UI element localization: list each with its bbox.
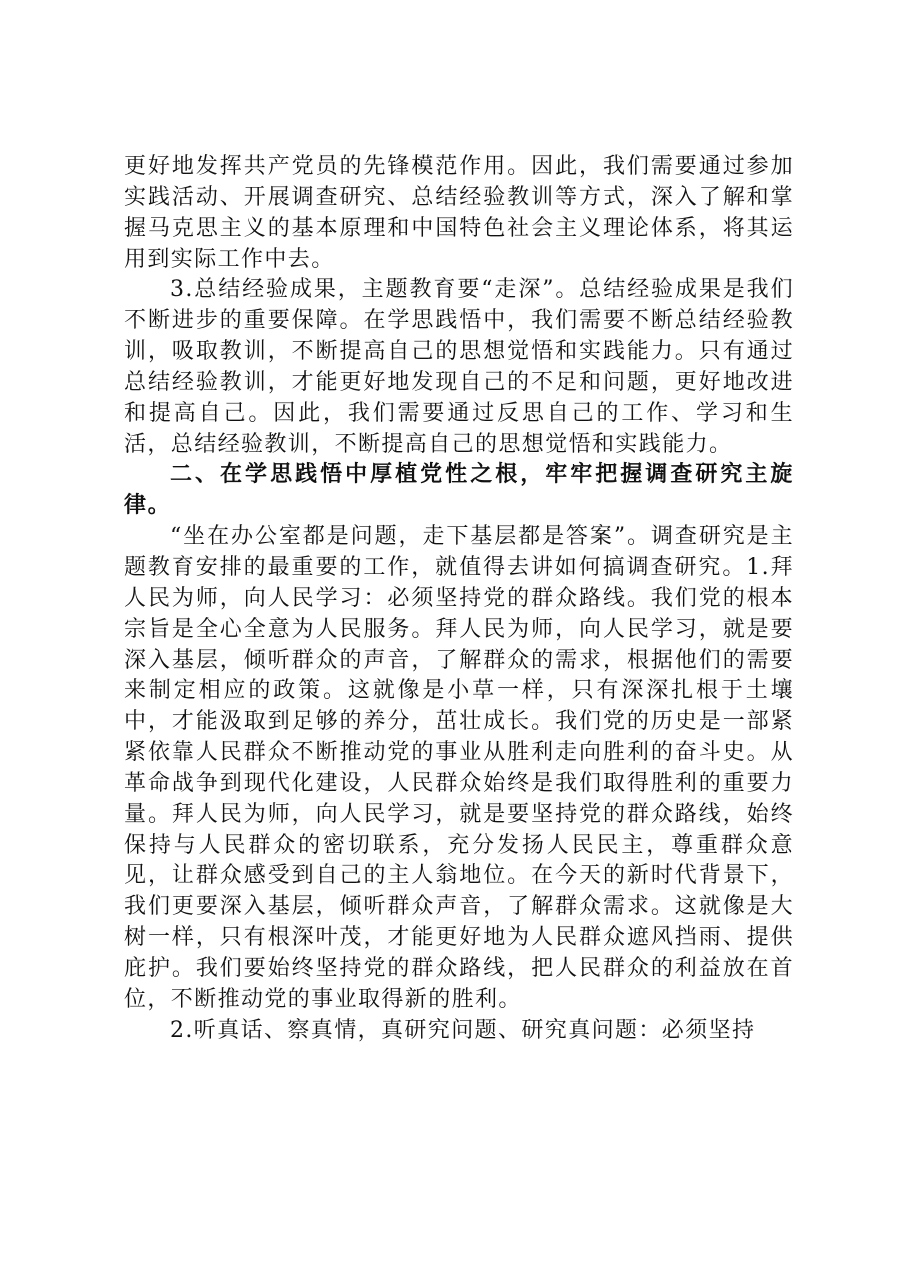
paragraph-summarize-experience: 3.总结经验成果，主题教育要“走深”。总结经验成果是我们不断进步的重要保障。在学思践悟中，我们需要不断总结经验教训，吸取教训，不断提高自己的思想觉悟和实践能力。只有通过总结经验教训，才能更好地发现自己的不足和问题，更好地改进和提高自己。因此，我们需要通过反思自己的工作、学习和生活，总结经验教训，不断提高自己的思想觉悟和实践能力。 bbox=[124, 277, 794, 457]
paragraph-investigation-research: “坐在办公室都是问题，走下基层都是答案”。调查研究是主题教育安排的最重要的工作，就值得去讲如何搞调查研究。1.拜人民为师，向人民学习：必须坚持党的群众路线。我们党的根本宗旨是全心全意为人民服务。拜人民为师，向人民学习，就是要深入基层，倾听群众的声音，了解群众的需求，根据他们的需要来制定相应的政策。这就像是小草一样，只有深深扎根于土壤中，才能汲取到足够的养分，茁壮成长。我们党的历史是一部紧紧依靠人民群众不断推动党的事业从胜利走向胜利的奋斗史。从革命战争到现代化建设，人民群众始终是我们取得胜利的重要力量。拜人民为师，向人民学习，就是要坚持党的群众路线，始终保持与人民群众的密切联系，充分发扬人民民主，尊重群众意见，让群众感受到自己的主人翁地位。在今天的新时代背景下，我们更要深入基层，倾听群众声音，了解群众需求。这就像是大树一样，只有根深叶茂，才能更好地为人民群众遮风挡雨、提供庇护。我们要始终坚持党的群众路线，把人民群众的利益放在首位，不断推动党的事业取得新的胜利。 bbox=[124, 524, 794, 1012]
document-body bbox=[124, 152, 794, 1046]
paragraph-listen-truth: 2.听真话、察真情，真研究问题、研究真问题：必须坚持 bbox=[170, 1017, 756, 1043]
paragraph-intro-continuation: 更好地发挥共产党员的先锋模范作用。因此，我们需要通过参加实践活动、开展调查研究、总结经验教训等方式，深入了解和掌握马克思主义的基本原理和中国特色社会主义理论体系，将其运用到实际工作中去。 bbox=[124, 154, 794, 272]
section-heading: 二、在学思践悟中厚植党性之根，牢牢把握调查研究主旋律。 bbox=[124, 462, 794, 519]
